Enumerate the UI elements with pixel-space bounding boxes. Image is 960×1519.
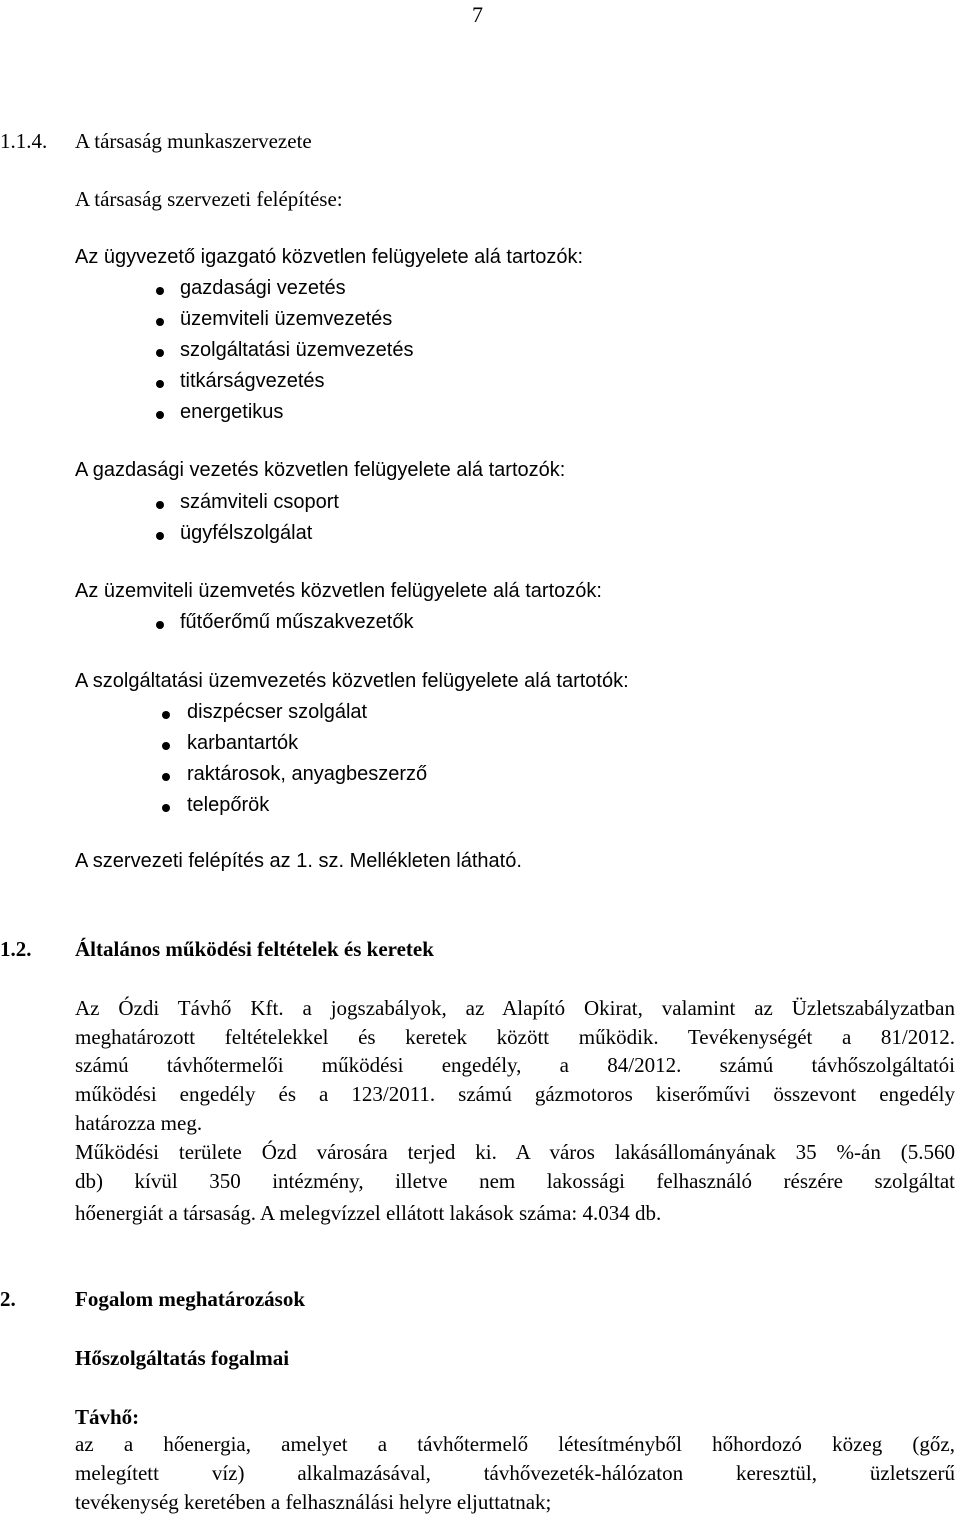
list-item: titkárságvezetés <box>180 370 325 392</box>
bullet-icon <box>162 742 170 750</box>
group-heading: Az üzemviteli üzemvetés közvetlen felügyelete alá tartozók: <box>75 580 602 602</box>
paragraph-line: határozza meg. <box>75 1111 203 1135</box>
bullet-icon <box>156 287 164 295</box>
group-heading: A szolgáltatási üzemvezetés közvetlen felügyelete alá tartotók: <box>75 670 629 692</box>
bullet-icon <box>156 318 164 326</box>
list-item: gazdasági vezetés <box>180 277 346 299</box>
list-item: energetikus <box>180 401 284 423</box>
bullet-icon <box>156 621 164 629</box>
paragraph-line: db) kívül 350 intézmény, illetve nem lakossági felhasználó részére szolgáltat <box>75 1169 955 1193</box>
page-number: 7 <box>472 2 483 27</box>
definition-line: az a hőenergia, amelyet a távhőtermelő létesítményből hőhordozó közeg (gőz, <box>75 1432 955 1456</box>
list-item: üzemviteli üzemvezetés <box>180 308 393 330</box>
list-item: diszpécser szolgálat <box>187 701 368 723</box>
section-number: 1.2. <box>0 937 32 961</box>
bullet-icon <box>156 532 164 540</box>
list-item: fűtőerőmű műszakvezetők <box>180 611 414 633</box>
subheading: Hőszolgáltatás fogalmai <box>75 1346 290 1370</box>
group-heading: A gazdasági vezetés közvetlen felügyelete alá tartozók: <box>75 459 566 481</box>
paragraph-line: működési engedély és a 123/2011. számú gázmotoros kiserőművi összevont engedély <box>75 1082 955 1106</box>
bullet-icon <box>156 501 164 509</box>
section-note: A szervezeti felépítés az 1. sz. Mellékleten látható. <box>75 850 522 872</box>
list-item: raktárosok, anyagbeszerző <box>187 763 428 785</box>
bullet-icon <box>162 711 170 719</box>
list-item: szolgáltatási üzemvezetés <box>180 339 414 361</box>
list-item: ügyfélszolgálat <box>180 522 313 544</box>
group-heading: Az ügyvezető igazgató közvetlen felügyelete alá tartozók: <box>75 246 584 268</box>
paragraph-line: Működési területe Ózd városára terjed ki. A város lakásállományának 35 %-án (5.560 <box>75 1140 955 1164</box>
section-subtitle: A társaság szervezeti felépítése: <box>75 187 343 211</box>
bullet-icon <box>156 411 164 419</box>
paragraph-line: Az Ózdi Távhő Kft. a jogszabályok, az Alapító Okirat, valamint az Üzletszabályzatban <box>75 996 955 1020</box>
paragraph-line: hőenergiát a társaság. A melegvízzel ellátott lakások száma: 4.034 db. <box>75 1201 662 1225</box>
definition-line: tevékenység keretében a felhasználási helyre eljuttatnak; <box>75 1490 552 1514</box>
bullet-icon <box>162 773 170 781</box>
bullet-icon <box>156 349 164 357</box>
list-item: telepőrök <box>187 794 270 816</box>
section-number: 1.1.4. <box>0 129 48 153</box>
list-item: karbantartók <box>187 732 299 754</box>
bullet-icon <box>156 380 164 388</box>
definition-line: melegített víz) alkalmazásával, távhővezeték-hálózaton keresztül, üzletszerű <box>75 1461 955 1485</box>
paragraph-line: meghatározott feltételekkel és keretek között működik. Tevékenységét a 81/2012. <box>75 1025 955 1049</box>
bullet-icon <box>162 804 170 812</box>
paragraph-line: számú távhőtermelői működési engedély, a 84/2012. számú távhőszolgáltatói <box>75 1053 955 1077</box>
section-title: Általános működési feltételek és keretek <box>75 937 434 961</box>
list-item: számviteli csoport <box>180 491 339 513</box>
section-title: A társaság munkaszervezete <box>75 129 312 153</box>
section-title: Fogalom meghatározások <box>75 1287 306 1311</box>
section-number: 2. <box>0 1287 16 1311</box>
term-label: Távhő: <box>75 1405 140 1429</box>
